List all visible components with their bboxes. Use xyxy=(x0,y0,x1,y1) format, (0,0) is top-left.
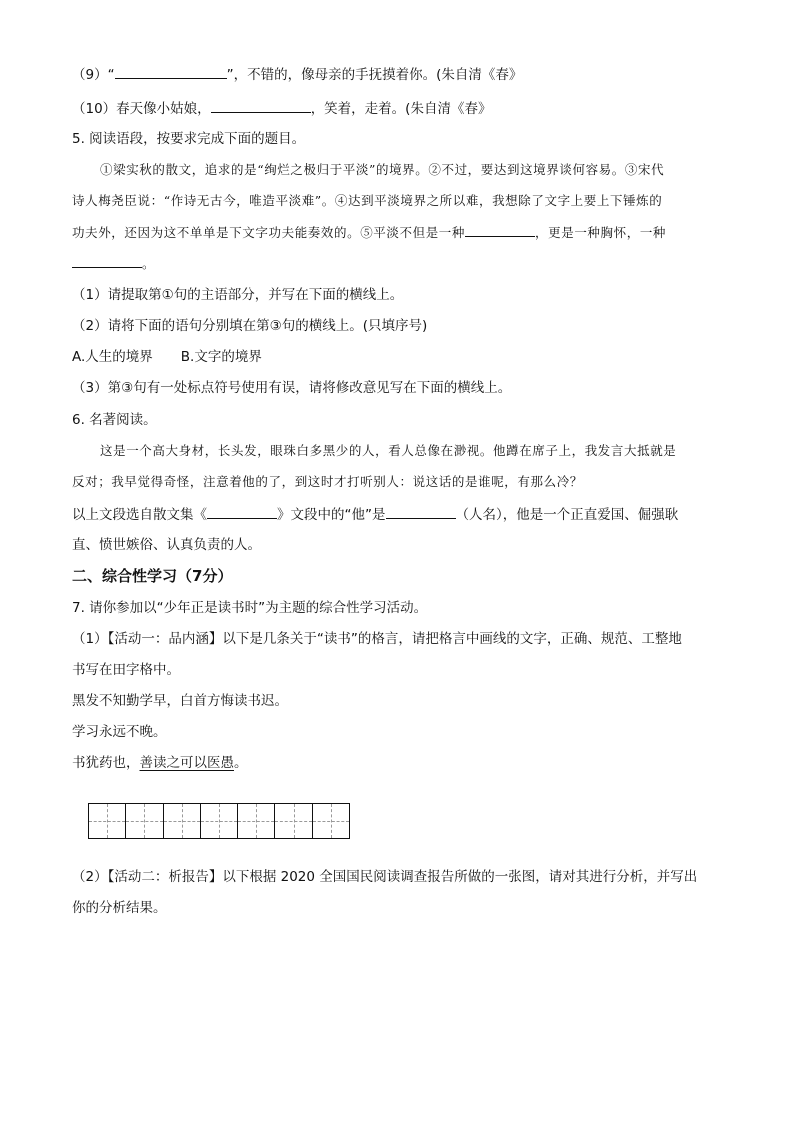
q7-activity-2: 你的分析结果。 xyxy=(72,900,167,916)
q10-suffix: ，笑着，走着。(朱自清《春》 xyxy=(310,101,492,117)
section-heading: 二、综合性学习（7分） xyxy=(72,567,233,585)
q5-passage-end: 。 xyxy=(142,256,156,271)
maxim-text: 书犹药也， xyxy=(72,755,140,771)
q7-activity-1: （1）【活动一：品内涵】以下是几条关于“读书”的格言，请把格言中画线的文字，正确、规范、工整地 xyxy=(72,631,682,647)
q5-passage-text: 功夫外，还因为这不单单是下文字功夫能奏效的。⑤平淡不但是一种 xyxy=(72,225,466,240)
q9-answer-blank[interactable] xyxy=(115,64,227,79)
q5-passage-line: 诗人梅尧臣说：“作诗无古今，唯造平淡难”。④达到平淡境界之所以难，我想除了文字上要上下锤炼的 xyxy=(72,193,663,208)
q10-prefix: （10）春天像小姑娘， xyxy=(72,101,211,117)
q6-book-blank[interactable] xyxy=(207,504,277,519)
q6-answer-line xyxy=(72,504,678,525)
option-a: A.人生的境界 xyxy=(72,349,153,365)
maxim-underlined-text: 善读之可以医愚 xyxy=(139,755,234,771)
q6-title: 6. 名著阅读。 xyxy=(72,412,157,428)
grid-cell[interactable] xyxy=(164,804,201,838)
grid-cell[interactable] xyxy=(126,804,163,838)
q6-passage-line: 反对；我早觉得奇怪，注意着他的了，到这时才打听别人：说这话的是谁呢，有那么冷？ xyxy=(72,474,583,489)
q5-sub-question-3: （3）第③句有一处标点符号使用有误，请将修改意见写在下面的横线上。 xyxy=(72,380,512,396)
maxim xyxy=(72,753,248,773)
q6-passage-line: 这是一个高大身材，长头发，眼珠白多黑少的人，看人总像在渺视。他蹲在席子上，我发言大抵就是 xyxy=(100,443,677,458)
q7-title: 7. 请你参加以“少年正是读书时”为主题的综合性学习活动。 xyxy=(72,600,428,616)
q7-activity-2: （2）【活动二：析报告】以下根据 2020 全国国民阅读调查报告所做的一张图，请对其进行分析，并写出 xyxy=(72,869,698,885)
q10-answer-blank[interactable] xyxy=(211,98,311,113)
q6-answer-text: 以上文段选自散文集《 xyxy=(72,507,207,523)
q5-sub-question-2: （2）请将下面的语句分别填在第③句的横线上。(只填序号) xyxy=(72,318,428,334)
maxim: 学习永远不晚。 xyxy=(72,724,167,740)
maxim: 黑发不知勤学早，白首方悔读书迟。 xyxy=(72,693,288,709)
q5-passage-line: ①梁实秋的散文，追求的是“绚烂之极归于平淡”的境界。②不过，要达到这境界谈何容易。③宋代 xyxy=(100,162,665,177)
grid-cell[interactable] xyxy=(238,804,275,838)
grid-cell[interactable] xyxy=(201,804,238,838)
grid-cell[interactable] xyxy=(89,804,126,838)
q5-options xyxy=(72,347,262,367)
q5-passage-line xyxy=(72,222,666,243)
q5-blank-1[interactable] xyxy=(465,222,535,237)
q5-sub-question-1: （1）请提取第①句的主语部分，并写在下面的横线上。 xyxy=(72,287,404,303)
q6-answer-line: 直、愤世嫉俗、认真负责的人。 xyxy=(72,537,261,553)
q7-activity-1: 书写在田字格中。 xyxy=(72,662,180,678)
tianzige-grid[interactable] xyxy=(88,803,350,839)
q5-passage-line xyxy=(72,253,155,274)
q9-prefix: （9）“ xyxy=(72,67,115,83)
q5-passage-text: ，更是一种胸怀，一种 xyxy=(535,225,667,240)
q5-blank-2[interactable] xyxy=(72,253,142,268)
q9-suffix: ”，不错的，像母亲的手抚摸着你。(朱自清《春》 xyxy=(226,67,523,83)
grid-cell[interactable] xyxy=(275,804,312,838)
q6-answer-text: 》文段中的“他”是 xyxy=(277,507,386,523)
grid-cell[interactable] xyxy=(313,804,349,838)
question-10 xyxy=(72,98,491,119)
q6-answer-text: （人名），他是一个正直爱国、倔强耿 xyxy=(455,507,679,523)
question-9 xyxy=(72,64,522,85)
maxim-text: 。 xyxy=(234,755,248,771)
q6-person-blank[interactable] xyxy=(386,504,456,519)
q5-title: 5. 阅读语段，按要求完成下面的题目。 xyxy=(72,131,306,147)
option-b: B.文字的境界 xyxy=(180,349,262,365)
